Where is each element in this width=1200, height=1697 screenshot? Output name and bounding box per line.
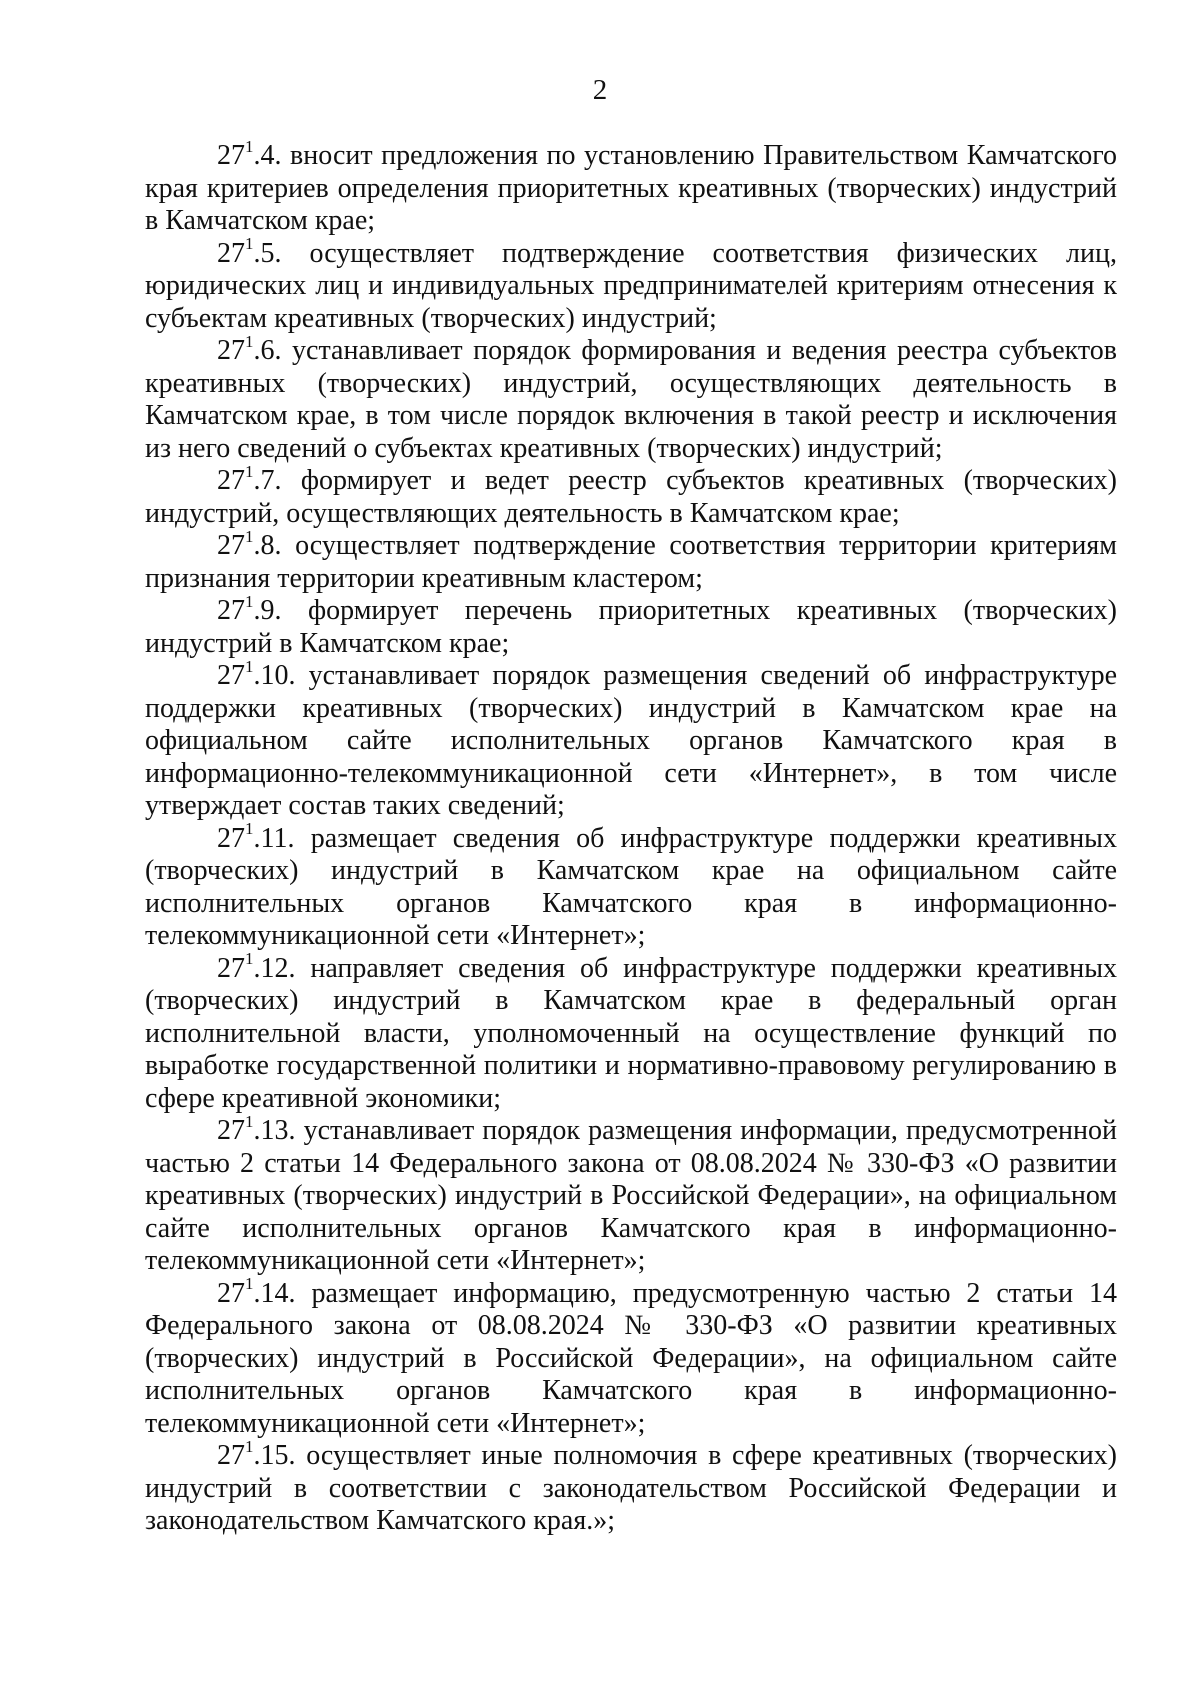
- item-text: направляет сведения об инфраструктуре поддержки креативных (творческих) индустрий в Камчатском крае в федеральный орган исполнительной власти, уполномоченный на осуществление функций по выработке государственной политики и нормативно-правовому регулированию в сфере креативной экономики;: [145, 952, 1118, 1114]
- item-number: $27^1.14$.: [217, 1274, 296, 1309]
- item-text: осуществляет подтверждение соответствия физических лиц, юридических лиц и индивидуальных предпринимателей критериям отнесения к субъектам креативных (творческих) индустрий;: [145, 237, 1118, 334]
- item-text: устанавливает порядок размещения сведений об инфраструктуре поддержки креативных (творческих) индустрий в Камчатском крае на официальном сайте исполнительных органов Камчатского края в информационно-телекоммуникационной сети «Интернет», в том числе утверждает состав таких сведений;: [145, 660, 1117, 821]
- list-item: [145, 526, 1117, 595]
- item-number: $27^1.7$.: [217, 461, 282, 496]
- item-number: $27^1.13$.: [217, 1111, 296, 1146]
- list-item: [145, 949, 1118, 1116]
- list-item: [145, 656, 1117, 823]
- item-text: устанавливает порядок формирования и ведения реестра субъектов креативных (творческих) индустрий, осуществляющих деятельность в Камчатском крае, в том числе порядок включения в такой реестр и исключения из него сведений о субъектах креативных (творческих) индустрий;: [145, 335, 1118, 464]
- list-item: [145, 1436, 1118, 1538]
- item-number: $27^1.5$.: [217, 234, 282, 269]
- list-item: [145, 591, 1117, 660]
- item-number: $27^1.15$.: [217, 1436, 296, 1471]
- item-text: осуществляет подтверждение соответствия территории критериям признания территории креативным кластером;: [145, 530, 1117, 594]
- item-text: устанавливает порядок размещения информации, предусмотренной частью 2 статьи 14 Федерального закона от 08.08.2024 № 330-ФЗ «О развитии креативных (творческих) индустрий в Российской Федерации», на официальном сайте исполнительных органов Камчатского края в информационно-телекоммуникационной сети «Интернет»;: [145, 1115, 1118, 1276]
- list-item: [145, 1274, 1117, 1441]
- item-number: $27^1.10$.: [217, 656, 296, 691]
- list-item: [145, 234, 1118, 336]
- list-item: [145, 819, 1117, 953]
- item-text: размещает информацию, предусмотренную частью 2 статьи 14 Федерального закона от 08.08.2024 № 330-ФЗ «О развитии креативных (творческих) индустрий в Российской Федерации», на официальном сайте исполнительных органов Камчатского края в информационно-телекоммуникационной сети «Интернет»;: [145, 1277, 1117, 1439]
- item-text: размещает сведения об инфраструктуре поддержки креативных (творческих) индустрий в Камчатском крае на официальном сайте исполнительных органов Камчатского края в информационно-телекоммуникационной сети «Интернет»;: [145, 822, 1117, 951]
- item-number: $27^1.12$.: [217, 949, 296, 984]
- item-text: вносит предложения по установлению Правительством Камчатского края критериев определения приоритетных креативных (творческих) индустрий в Камчатском крае;: [145, 140, 1118, 236]
- item-number: $27^1.9$.: [217, 591, 282, 626]
- page-number: 2: [592, 74, 608, 106]
- item-text: формирует перечень приоритетных креативных (творческих) индустрий в Камчатском крае;: [145, 595, 1117, 659]
- document-body: [145, 136, 1118, 1538]
- list-item: [145, 461, 1118, 530]
- item-number: $27^1.4$.: [217, 136, 282, 171]
- list-item: [145, 331, 1118, 465]
- item-number: $27^1.6$.: [217, 331, 282, 366]
- list-item: [145, 1111, 1118, 1278]
- list-item: [145, 136, 1118, 238]
- item-number: $27^1.11$.: [217, 819, 295, 854]
- item-text: осуществляет иные полномочия в сфере креативных (творческих) индустрий в соответствии с законодательством Российской Федерации и законодательством Камчатского края.»;: [145, 1440, 1118, 1536]
- item-text: формирует и ведет реестр субъектов креативных (творческих) индустрий, осуществляющих деятельность в Камчатском крае;: [145, 465, 1118, 529]
- item-number: $27^1.8$.: [217, 526, 282, 561]
